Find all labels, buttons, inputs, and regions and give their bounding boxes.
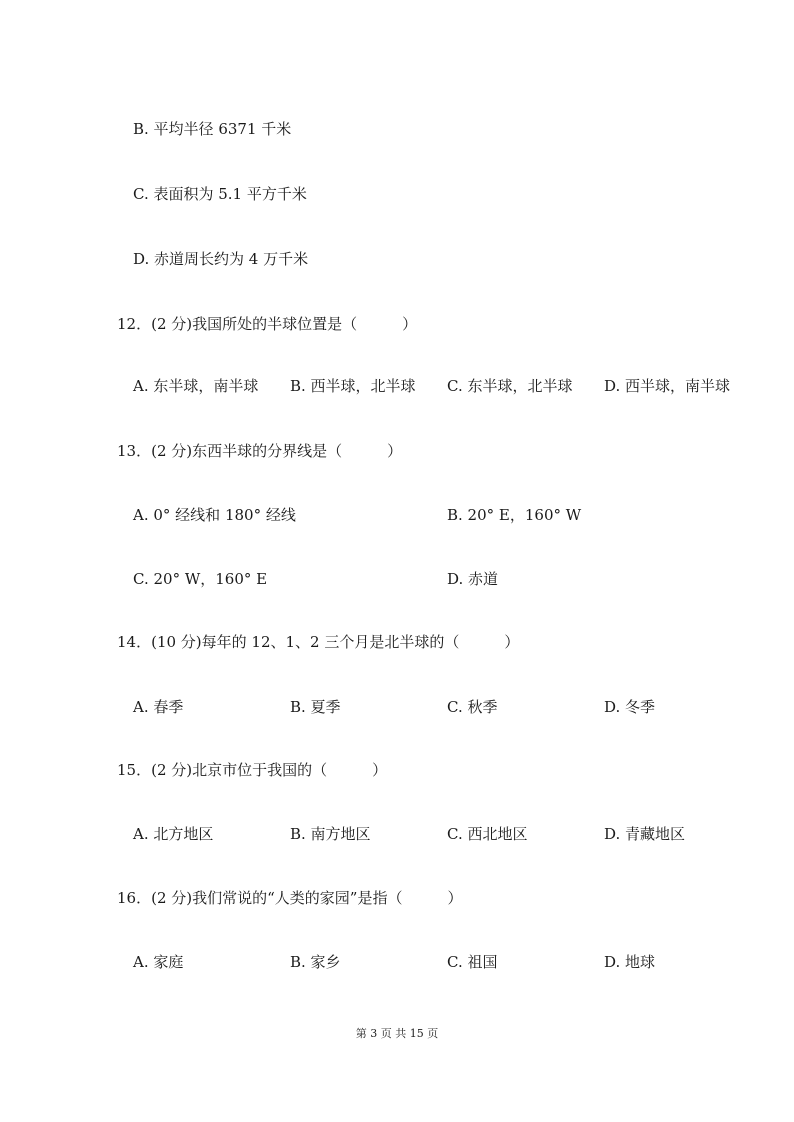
question-12-option-a: A. 东半球，南半球 bbox=[133, 377, 259, 395]
option-b: B. 平均半径 6371 千米 bbox=[133, 120, 292, 138]
question-12-stem: 12．(2 分)我国所处的半球位置是（ ） bbox=[117, 315, 418, 333]
question-15-option-b: B. 南方地区 bbox=[290, 825, 371, 843]
question-14-stem: 14．(10 分)每年的 12、1、2 三个月是北半球的（ ） bbox=[117, 633, 520, 651]
question-14-option-b: B. 夏季 bbox=[290, 698, 341, 716]
question-15-stem: 15．(2 分)北京市位于我国的（ ） bbox=[117, 761, 388, 779]
question-15-option-d: D. 青藏地区 bbox=[604, 825, 686, 843]
question-14-option-d: D. 冬季 bbox=[604, 698, 656, 716]
question-13-option-d: D. 赤道 bbox=[447, 570, 499, 588]
question-13-option-a: A. 0° 经线和 180° 经线 bbox=[133, 506, 296, 524]
question-16-option-b: B. 家乡 bbox=[290, 953, 341, 971]
option-d: D. 赤道周长约为 4 万千米 bbox=[133, 250, 309, 268]
question-15-option-a: A. 北方地区 bbox=[133, 825, 214, 843]
question-13-option-c: C. 20° W，160° E bbox=[133, 570, 268, 588]
page-number: 第 3 页 共 15 页 bbox=[355, 1027, 439, 1040]
question-15-option-c: C. 西北地区 bbox=[447, 825, 528, 843]
question-12-option-d: D. 西半球，南半球 bbox=[604, 377, 731, 395]
question-14-option-c: C. 秋季 bbox=[447, 698, 498, 716]
question-16-option-a: A. 家庭 bbox=[133, 953, 184, 971]
question-16-stem: 16．(2 分)我们常说的“人类的家园”是指（ ） bbox=[117, 889, 463, 907]
question-13-option-b: B. 20° E，160° W bbox=[447, 506, 582, 524]
option-c: C. 表面积为 5.1 平方千米 bbox=[133, 185, 307, 203]
question-16-option-d: D. 地球 bbox=[604, 953, 656, 971]
question-14-option-a: A. 春季 bbox=[133, 698, 184, 716]
question-12-option-c: C. 东半球，北半球 bbox=[447, 377, 573, 395]
question-16-option-c: C. 祖国 bbox=[447, 953, 498, 971]
question-12-option-b: B. 西半球，北半球 bbox=[290, 377, 416, 395]
question-13-stem: 13．(2 分)东西半球的分界线是（ ） bbox=[117, 442, 403, 460]
